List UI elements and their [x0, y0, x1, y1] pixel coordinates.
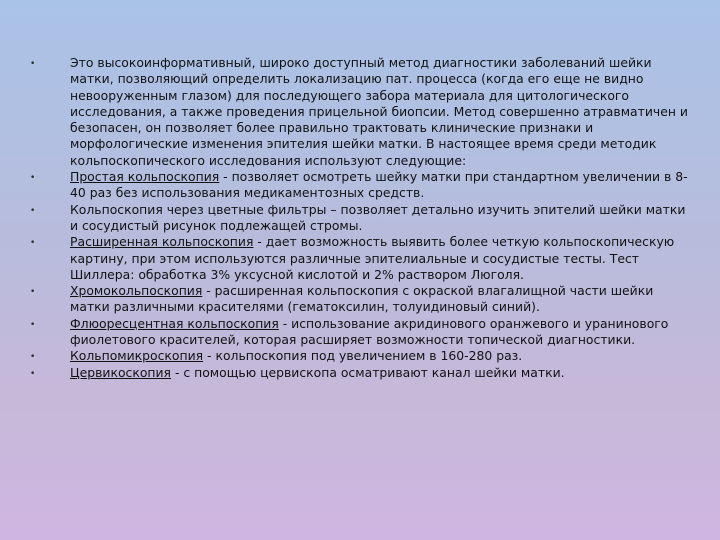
item-text: - с помощью цервископа осматривают канал шейки матки.: [171, 364, 565, 380]
item-text: - расширенная кольпоскопия с окраской влагалищной части шейки матки различными красителями (гематоксилин, толуидиновый синий).: [70, 283, 654, 315]
item-heading: Кольпомикроскопия: [70, 348, 204, 364]
item-text: Кольпоскопия через цветные фильтры – позволяет детально изучить эпителий шейки матки и сосудистый рисунок подлежащей стромы.: [70, 201, 686, 233]
item-text: - использование акридинового оранжевого и уранинового фиолетового красителей, которая расширяет возможности топической диагностики.: [70, 315, 669, 348]
item-text: - кольпоскопия под увеличением в 160-280 раз.: [203, 348, 523, 364]
item-text: Это высокоинформативный, широко доступный метод диагностики заболеваний шейки матки, позволяющий определить локализацию пат. процесса (когда его еще не видно невооруженным глазом) для последующего забора материала для цитологического исследования, а также проведения прицельной биопсии. Метод совершенно атравматичен и безопасен, он позволяет более правильно трактовать клинические признаки и морфологические изменения эпителия шейки матки. В настоящее время среди методик кольпоскопического исследования используют следующие:: [70, 55, 688, 168]
bullet-icon: •: [30, 368, 36, 379]
item-heading: Цервикоскопия: [70, 364, 172, 380]
bullet-icon: •: [30, 173, 36, 184]
list-item: [30, 316, 690, 349]
bullet-icon: •: [30, 287, 36, 298]
bullet-icon: •: [30, 352, 36, 363]
item-text: - дает возможность выявить более четкую кольпоскопическую картину, при этом используются различные эпителиальные и сосудистые тесты. Тест Шиллера: обработка 3% уксусной кислотой и 2% раствором Люголя.: [70, 234, 675, 282]
bullet-icon: •: [30, 205, 36, 216]
list-item: [30, 55, 690, 169]
item-heading: Хромокольпоскопия: [70, 283, 203, 299]
item-heading: Расширенная кольпоскопия: [70, 234, 254, 250]
bullet-icon: •: [30, 238, 36, 249]
bullet-icon: •: [30, 59, 36, 69]
list-item: [30, 169, 690, 202]
item-text: - позволяет осмотреть шейку матки при стандартном увеличении в 8-40 раз без использования медикаментозных средств.: [70, 169, 688, 201]
item-heading: Флюоресцентная кольпоскопия: [70, 315, 279, 331]
list-item: [30, 348, 690, 364]
item-heading: Простая кольпоскопия: [70, 169, 220, 185]
list-item: [30, 283, 690, 316]
bullet-list: [30, 55, 690, 381]
bullet-icon: •: [30, 319, 36, 330]
list-item: [30, 202, 690, 235]
list-item: [30, 365, 690, 381]
list-item: [30, 234, 690, 283]
